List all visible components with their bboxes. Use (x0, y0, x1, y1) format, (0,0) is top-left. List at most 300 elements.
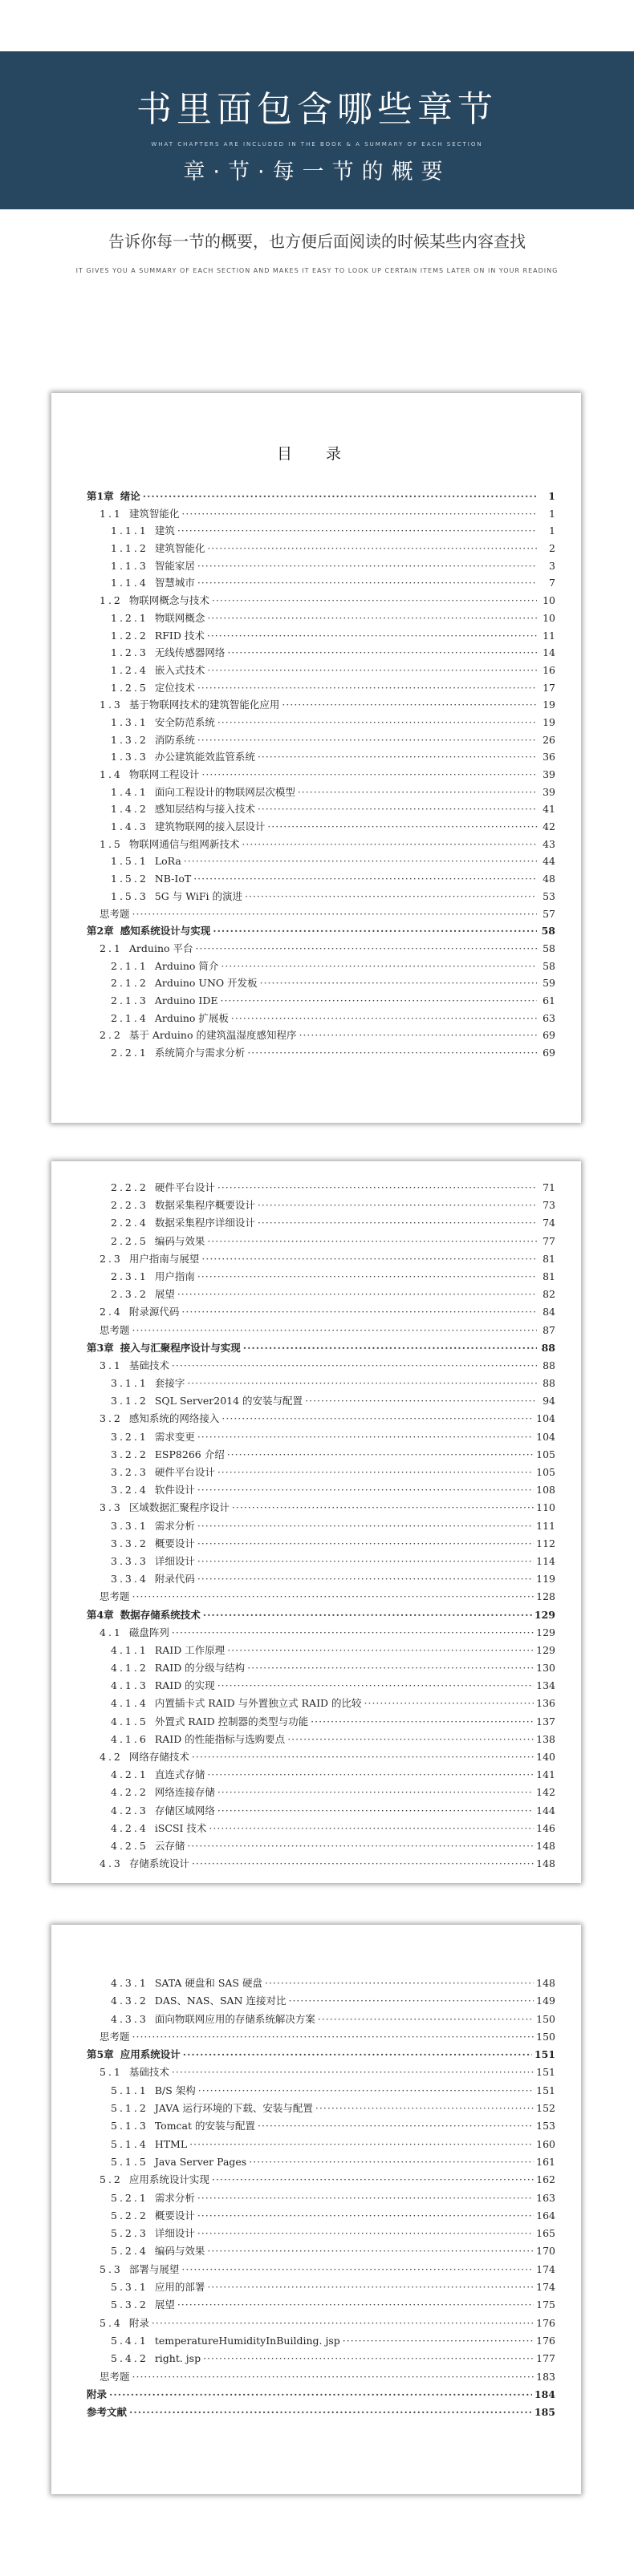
header-banner (0, 51, 634, 209)
toc-entry-title: right. jsp (154, 2352, 201, 2365)
toc-entry-page: 176 (536, 2316, 555, 2329)
toc-entry[interactable] (87, 627, 555, 645)
toc-entry-page: 153 (536, 2120, 555, 2132)
toc-list (51, 1975, 581, 2421)
dot-leader (198, 2082, 534, 2100)
toc-entry[interactable] (87, 2386, 555, 2404)
toc-entry-page: 58 (543, 959, 555, 972)
toc-entry-title: 接入与汇聚程序设计与实现 (120, 1341, 241, 1354)
toc-entry-page: 108 (536, 1484, 555, 1497)
toc-entry-page: 63 (543, 1011, 555, 1024)
dot-leader (207, 2242, 534, 2260)
toc-entry-title: 展望 (154, 2299, 175, 2311)
toc-entry[interactable] (87, 2171, 555, 2189)
toc-entry[interactable] (87, 540, 555, 557)
toc-entry[interactable] (87, 2261, 555, 2278)
toc-entry-number: 1.5 (100, 837, 123, 850)
toc-entry-number: 4.1 (100, 1626, 123, 1638)
toc-entry[interactable] (87, 974, 555, 992)
toc-entry-number: 1.2.5 (111, 681, 148, 694)
toc-entry[interactable] (87, 784, 555, 801)
toc-entry-title: 数据采集程序概要设计 (154, 1199, 255, 1212)
toc-entry[interactable] (87, 2278, 555, 2296)
toc-entry-page: 69 (543, 1047, 555, 1059)
toc-entry[interactable] (87, 1677, 555, 1695)
toc-entry-number: 1.2.3 (111, 646, 148, 659)
toc-entry-page: 142 (536, 1786, 555, 1799)
toc-entry-page: 130 (536, 1662, 555, 1675)
dot-leader (221, 992, 538, 1010)
toc-entry-page: 165 (536, 2227, 555, 2240)
toc-entry[interactable] (87, 1748, 555, 1766)
toc-entry[interactable] (87, 1606, 555, 1624)
toc-entry-number: 1.3.1 (111, 715, 148, 728)
toc-entry-title: Arduino 扩展板 (154, 1011, 229, 1024)
dot-leader (217, 1784, 534, 1801)
dot-leader (247, 1044, 537, 1062)
dot-leader (172, 1357, 537, 1375)
toc-entry-title: 面向工程设计的物联网层次模型 (154, 785, 295, 798)
toc-entry-number: 4.1.1 (111, 1643, 148, 1656)
dot-leader (243, 1339, 537, 1357)
toc-entry-title: 直连式存储 (154, 1768, 205, 1781)
toc-entry[interactable] (87, 574, 555, 592)
toc-entry-page: 36 (543, 751, 555, 763)
toc-entry[interactable] (87, 888, 555, 905)
toc-entry-title: 思考题 (100, 1590, 130, 1603)
dot-leader (212, 2171, 534, 2189)
toc-entry-title: RFID 技术 (154, 629, 205, 642)
toc-entry[interactable] (87, 2350, 555, 2367)
dot-leader (187, 1375, 537, 1392)
toc-entry[interactable] (87, 922, 555, 940)
toc-entry[interactable] (87, 1339, 555, 1357)
toc-entry[interactable] (87, 1535, 555, 1553)
toc-entry-page: 174 (536, 2281, 555, 2294)
dot-leader (298, 784, 537, 801)
toc-entry-title: 网络存储技术 (128, 1751, 189, 1763)
toc-entry-title: B/S 架构 (154, 2084, 196, 2096)
toc-entry-title: 存储区域网络 (154, 1804, 215, 1817)
toc-entry-title: Arduino 简介 (154, 959, 219, 972)
toc-entry-title: 智能家居 (154, 559, 195, 572)
toc-entry[interactable] (87, 1659, 555, 1677)
toc-entry[interactable] (87, 2207, 555, 2225)
dot-leader (227, 1446, 534, 1464)
dot-leader (217, 1179, 537, 1197)
toc-entry-page: 74 (543, 1217, 555, 1229)
toc-entry-page: 2 (549, 542, 555, 555)
dot-leader (181, 505, 537, 523)
toc-entry-title: 基于 Arduino 的建筑温湿度感知程序 (128, 1029, 297, 1042)
toc-entry[interactable] (87, 1027, 555, 1044)
toc-entry-page: 129 (536, 1626, 555, 1638)
toc-entry[interactable] (87, 1286, 555, 1303)
toc-entry-page: 42 (543, 820, 555, 833)
toc-entry[interactable] (87, 853, 555, 870)
toc-entry[interactable] (87, 2046, 555, 2064)
toc-entry-title: 物联网概念 (154, 611, 205, 624)
toc-entry[interactable] (87, 1044, 555, 1062)
toc-entry[interactable] (87, 800, 555, 818)
toc-entry-page: 57 (543, 907, 555, 920)
toc-entry-number: 1.4.3 (111, 820, 148, 833)
toc-entry-number: 5.2.2 (111, 2209, 148, 2222)
toc-entry[interactable] (87, 1992, 555, 2010)
toc-entry-number: 4.1.5 (111, 1715, 148, 1727)
toc-entry-title: 定位技术 (154, 681, 195, 694)
dot-leader (197, 731, 537, 749)
toc-entry[interactable] (87, 1570, 555, 1588)
toc-entry-number: 5.1 (100, 2066, 123, 2079)
toc-entry-page: 183 (536, 2370, 555, 2383)
dot-leader (197, 1268, 537, 1286)
toc-entry-number: 2.3.2 (111, 1288, 148, 1301)
toc-entry-page: 59 (543, 977, 555, 990)
toc-entry[interactable] (87, 679, 555, 697)
toc-entry-title: Arduino IDE (154, 994, 218, 1007)
toc-entry[interactable] (87, 1713, 555, 1731)
toc-entry-number: 3.2.4 (111, 1484, 148, 1497)
toc-entry-number: 5.4.2 (111, 2352, 148, 2365)
toc-entry[interactable] (87, 2064, 555, 2081)
toc-entry-number: 5.2.4 (111, 2245, 148, 2258)
toc-entry-number: 4.3.3 (111, 2012, 148, 2025)
toc-entry[interactable] (87, 1481, 555, 1499)
toc-entry[interactable] (87, 2153, 555, 2171)
toc-entry-page: 149 (536, 1995, 555, 2007)
toc-entry-title: 需求分析 (154, 2191, 195, 2204)
toc-entry-title: 5G 与 WiFi 的演进 (154, 889, 242, 902)
dot-leader (152, 2315, 534, 2332)
toc-entry-title: ESP8266 介绍 (154, 1448, 225, 1460)
toc-entry[interactable] (87, 1303, 555, 1321)
toc-entry-page: 71 (543, 1181, 555, 1193)
dot-leader (207, 2278, 534, 2296)
toc-entry[interactable] (87, 1375, 555, 1392)
toc-entry[interactable] (87, 1837, 555, 1855)
toc-entry[interactable] (87, 1766, 555, 1784)
toc-entry-number: 1.3 (100, 699, 123, 711)
toc-entry-number: 1.4 (100, 768, 123, 780)
toc-entry[interactable] (87, 488, 555, 505)
toc-entry-number: 第1章 (87, 490, 114, 502)
dot-leader (217, 714, 537, 731)
toc-entry[interactable] (87, 1322, 555, 1339)
toc-entry-title: 建筑物联网的接入层设计 (154, 820, 266, 833)
toc-entry[interactable] (87, 1731, 555, 1748)
toc-entry[interactable] (87, 1588, 555, 1606)
toc-entry-page: 148 (536, 1977, 555, 1989)
dot-leader (197, 557, 537, 575)
dot-leader (201, 1250, 537, 1268)
toc-entry[interactable] (87, 1499, 555, 1517)
toc-entry-title: 部署与展望 (128, 2262, 180, 2275)
dot-leader (132, 1588, 534, 1606)
toc-entry-number: 2.1.1 (111, 959, 148, 972)
dot-leader (132, 2028, 534, 2046)
toc-entry-page: 128 (536, 1590, 555, 1603)
toc-entry-number: 2.2.4 (111, 1217, 148, 1229)
toc-entry-number: 2.2 (100, 1029, 123, 1042)
toc-entry[interactable] (87, 870, 555, 888)
toc-entry[interactable] (87, 2225, 555, 2242)
toc-entry[interactable] (87, 748, 555, 766)
toc-entry-number: 5.1.4 (111, 2137, 148, 2150)
toc-entry-page: 161 (536, 2155, 555, 2168)
dot-leader (192, 1748, 534, 1766)
toc-entry-page: 134 (536, 1679, 555, 1692)
dot-leader (232, 1499, 534, 1517)
toc-entry[interactable] (87, 2011, 555, 2028)
toc-entry-number: 4.1.2 (111, 1662, 148, 1675)
toc-entry[interactable] (87, 1392, 555, 1410)
toc-entry-page: 53 (543, 889, 555, 902)
toc-entry[interactable] (87, 905, 555, 923)
toc-entry-page: 137 (536, 1715, 555, 1727)
toc-entry-page: 140 (536, 1751, 555, 1763)
toc-entry-number: 2.4 (100, 1306, 123, 1318)
dot-leader (177, 522, 537, 540)
toc-entry-title: RAID 工作原理 (154, 1643, 226, 1656)
toc-entry-title: 概要设计 (154, 2209, 195, 2222)
toc-entry-number: 5.1.1 (111, 2084, 148, 2096)
toc-entry-title: 编码与效果 (154, 2245, 205, 2258)
toc-entry-page: 88 (543, 1377, 555, 1390)
toc-entry-page: 150 (536, 2012, 555, 2025)
toc-entry-title: 系统简介与需求分析 (154, 1047, 246, 1059)
toc-entry[interactable] (87, 818, 555, 836)
toc-entry[interactable] (87, 2242, 555, 2260)
dot-leader (311, 1713, 534, 1731)
dot-leader (193, 870, 537, 888)
toc-entry[interactable] (87, 1179, 555, 1197)
dot-leader (265, 1975, 534, 1992)
toc-entry[interactable] (87, 1268, 555, 1286)
toc-entry[interactable] (87, 1197, 555, 1214)
toc-entry[interactable] (87, 1855, 555, 1873)
toc-entry-title: Arduino 平台 (128, 942, 193, 954)
toc-entry-title: 无线传感器网络 (154, 646, 226, 659)
toc-entry-page: 146 (536, 1821, 555, 1834)
toc-entry[interactable] (87, 2296, 555, 2314)
toc-entry-page: 110 (536, 1501, 555, 1514)
toc-entry[interactable] (87, 2315, 555, 2332)
toc-entry-title: 物联网通信与组网新技术 (128, 837, 240, 850)
toc-entry-page: 164 (536, 2209, 555, 2222)
toc-entry-title: 云存储 (154, 1839, 185, 1852)
toc-entry-page: 19 (543, 715, 555, 728)
toc-entry-title: 物联网概念与技术 (128, 594, 209, 607)
toc-entry[interactable] (87, 2028, 555, 2046)
toc-entry-number: 3.3.1 (111, 1519, 148, 1532)
toc-entry[interactable] (87, 1357, 555, 1375)
toc-entry-number: 1.5.3 (111, 889, 148, 902)
toc-entry[interactable] (87, 2117, 555, 2135)
toc-entry-title: 嵌入式技术 (154, 663, 205, 676)
toc-entry-page: 174 (536, 2262, 555, 2275)
toc-entry[interactable] (87, 1695, 555, 1712)
dot-leader (221, 958, 537, 975)
toc-entry[interactable] (87, 2100, 555, 2117)
toc-entry-title: Java Server Pages (154, 2155, 247, 2168)
toc-entry-page: 69 (543, 1029, 555, 1042)
toc-entry[interactable] (87, 1214, 555, 1232)
toc-entry-page: 104 (536, 1412, 555, 1425)
toc-entry[interactable] (87, 2332, 555, 2350)
toc-entry-title: 面向物联网应用的存储系统解决方案 (154, 2012, 315, 2025)
toc-entry-number: 5.3.1 (111, 2281, 148, 2294)
toc-entry[interactable] (87, 592, 555, 610)
dot-leader (217, 1464, 534, 1481)
toc-entry-page: 160 (536, 2137, 555, 2150)
toc-entry-title: 数据采集程序详细设计 (154, 1217, 255, 1229)
toc-entry[interactable] (87, 1975, 555, 1992)
toc-entry-title: Arduino UNO 开发板 (154, 977, 258, 990)
toc-entry[interactable] (87, 1410, 555, 1428)
toc-entry[interactable] (87, 1624, 555, 1642)
dot-leader (213, 922, 537, 940)
toc-entry[interactable] (87, 696, 555, 714)
dot-leader (227, 1642, 534, 1659)
toc-entry[interactable] (87, 2082, 555, 2100)
toc-entry-title: NB-IoT (154, 873, 192, 885)
toc-entry[interactable] (87, 662, 555, 679)
dot-leader (203, 1606, 532, 1624)
toc-page-3 (51, 1925, 581, 2494)
toc-entry[interactable] (87, 644, 555, 662)
toc-entry-page: 84 (543, 1306, 555, 1318)
dot-leader (287, 1731, 534, 1748)
toc-entry-number: 4.3.1 (111, 1977, 148, 1989)
toc-entry-page: 138 (536, 1732, 555, 1745)
toc-entry-page: 151 (536, 2084, 555, 2096)
toc-entry[interactable] (87, 522, 555, 540)
toc-entry[interactable] (87, 940, 555, 958)
toc-entry-number: 1.5.2 (111, 873, 148, 885)
toc-entry-page: 58 (543, 942, 555, 954)
toc-entry-page: 111 (536, 1519, 555, 1532)
toc-entry-title: 存储系统设计 (128, 1857, 189, 1870)
toc-entry-number: 4.2.4 (111, 1821, 148, 1834)
toc-entry[interactable] (87, 1802, 555, 1820)
dot-leader (207, 627, 537, 645)
dot-leader (260, 974, 537, 992)
dot-leader (258, 2117, 534, 2135)
toc-entry[interactable] (87, 2189, 555, 2207)
toc-entry-page: 3 (549, 559, 555, 572)
toc-entry-number: 5.2.1 (111, 2191, 148, 2204)
toc-entry-title: JAVA 运行环境的下载、安装与配置 (154, 2102, 313, 2115)
toc-entry-title: 基础技术 (128, 1359, 169, 1371)
toc-entry[interactable] (87, 1010, 555, 1027)
toc-entry[interactable] (87, 992, 555, 1010)
toc-entry-number: 2.1 (100, 942, 123, 954)
toc-entry-title: 思考题 (100, 2370, 130, 2383)
toc-entry-page: 150 (536, 2030, 555, 2043)
toc-entry[interactable] (87, 1642, 555, 1659)
toc-entry[interactable] (87, 1784, 555, 1801)
toc-entry[interactable] (87, 2368, 555, 2386)
toc-entry-title: 物联网工程设计 (128, 768, 200, 780)
toc-entry-number: 4.1.3 (111, 1679, 148, 1692)
toc-entry-title: 应用系统设计 (120, 2048, 181, 2061)
toc-entry[interactable] (87, 2404, 555, 2421)
toc-entry[interactable] (87, 1428, 555, 1446)
toc-entry[interactable] (87, 958, 555, 975)
banner-subtitle: 章·节·每一节的概要 (183, 160, 451, 184)
toc-entry-page: 10 (543, 611, 555, 624)
toc-entry-number: 3.2.3 (111, 1466, 148, 1478)
toc-entry-page: 88 (543, 1359, 555, 1371)
toc-entry-number: 5.3 (100, 2262, 123, 2275)
toc-entry-page: 112 (536, 1537, 555, 1549)
banner-english-caption: WHAT CHAPTERS ARE INCLUDED IN THE BOOK & A SUMMARY OF EACH SECTION (151, 141, 483, 148)
dot-leader (209, 1820, 534, 1837)
toc-entry[interactable] (87, 1553, 555, 1570)
toc-entry[interactable] (87, 1233, 555, 1250)
dot-leader (197, 1570, 534, 1588)
toc-entry-number: 3.1.1 (111, 1377, 148, 1390)
toc-entry[interactable] (87, 1446, 555, 1464)
toc-entry-page: 104 (536, 1430, 555, 1443)
toc-entry[interactable] (87, 1250, 555, 1268)
toc-entry[interactable] (87, 505, 555, 523)
toc-entry-number: 4.1.4 (111, 1697, 148, 1710)
toc-entry-page: 81 (543, 1270, 555, 1282)
toc-entry-page: 141 (536, 1768, 555, 1781)
dot-leader (288, 1992, 534, 2010)
toc-entry[interactable] (87, 1464, 555, 1481)
toc-entry-page: 119 (536, 1573, 555, 1586)
toc-entry-number: 1.1.3 (111, 559, 148, 572)
toc-entry[interactable] (87, 610, 555, 627)
toc-entry-title: 思考题 (100, 907, 130, 920)
dot-leader (364, 1695, 534, 1712)
toc-entry-title: 用户指南与展望 (128, 1252, 200, 1265)
toc-entry-title: 内置插卡式 RAID 与外置独立式 RAID 的比较 (154, 1697, 362, 1710)
toc-entry-page: 39 (543, 785, 555, 798)
toc-entry-title: iSCSI 技术 (154, 1821, 207, 1834)
toc-entry-number: 5.4 (100, 2316, 123, 2329)
toc-entry-page: 58 (541, 925, 555, 938)
dot-leader (217, 1677, 534, 1695)
toc-entry-number: 1.1.2 (111, 542, 148, 555)
toc-entry-title: 数据存储系统技术 (120, 1608, 201, 1621)
dot-leader (189, 2136, 534, 2153)
toc-entry-number: 2.2.3 (111, 1199, 148, 1212)
toc-entry[interactable] (87, 731, 555, 749)
toc-entry-page: 1 (549, 507, 555, 520)
dot-leader (221, 1410, 534, 1428)
toc-entry-page: 82 (543, 1288, 555, 1301)
dot-leader (207, 610, 537, 627)
toc-entry[interactable] (87, 1517, 555, 1535)
toc-entry[interactable] (87, 714, 555, 731)
toc-entry[interactable] (87, 766, 555, 784)
toc-entry[interactable] (87, 557, 555, 575)
toc-entry-title: 硬件平台设计 (154, 1466, 215, 1478)
dot-leader (132, 1322, 537, 1339)
toc-entry-title: RAID 的实现 (154, 1679, 215, 1692)
toc-entry[interactable] (87, 1820, 555, 1837)
toc-entry-title: RAID 的分级与结构 (154, 1662, 246, 1675)
toc-entry-page: 19 (543, 699, 555, 711)
toc-entry-page: 14 (543, 646, 555, 659)
toc-entry-number: 2.2.2 (111, 1181, 148, 1193)
toc-entry[interactable] (87, 836, 555, 853)
toc-entry[interactable] (87, 2136, 555, 2153)
